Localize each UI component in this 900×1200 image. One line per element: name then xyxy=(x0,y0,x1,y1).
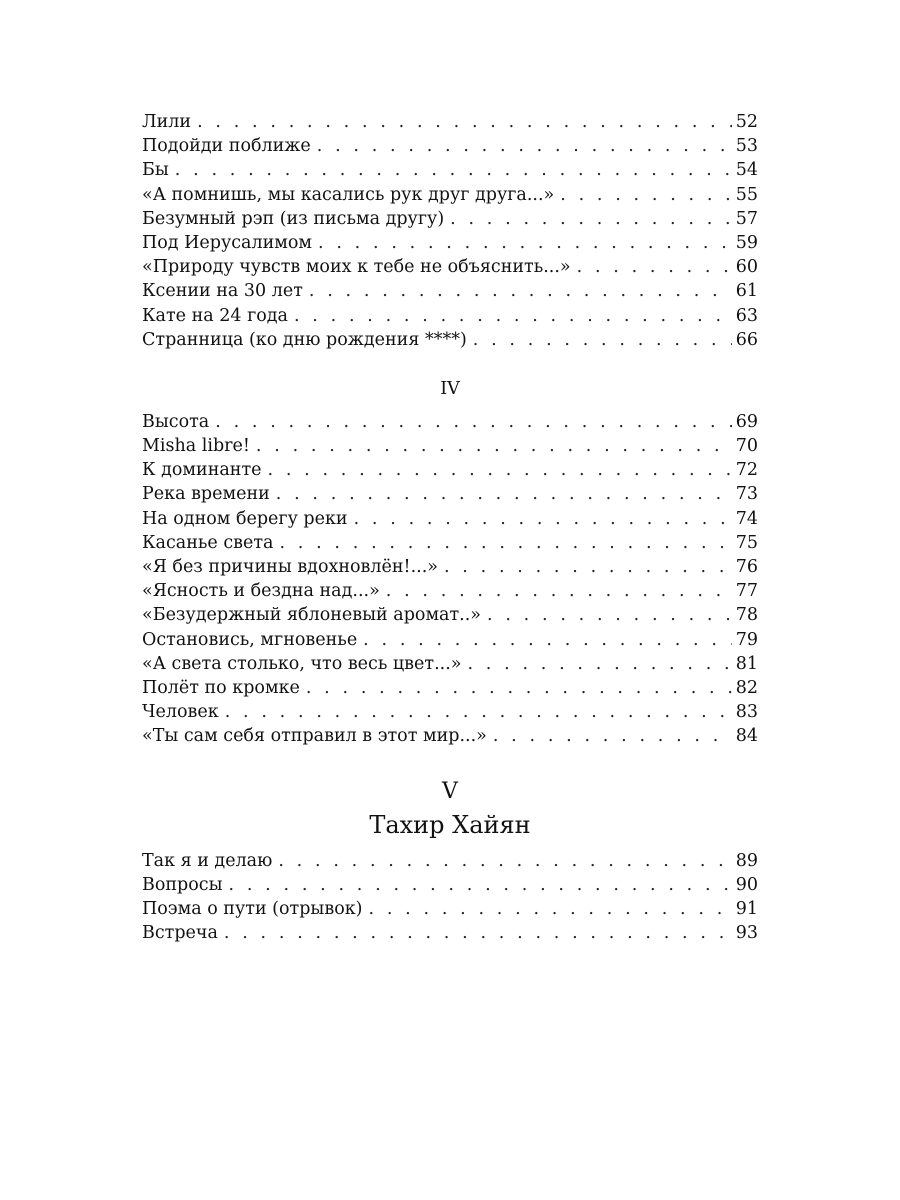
toc-section-v xyxy=(142,849,758,946)
toc-dot-leader xyxy=(473,328,732,352)
toc-entry-title: Под Иерусалимом xyxy=(142,232,313,253)
toc-entry-page: 54 xyxy=(735,160,758,181)
toc-section-iii xyxy=(142,110,758,352)
toc-entry-title: Кате на 24 года xyxy=(142,305,288,326)
toc-entry-title: Человек xyxy=(142,702,219,723)
toc-dot-leader xyxy=(229,873,732,897)
toc-entry-title: Безумный рэп (из письма другу) xyxy=(142,208,445,229)
toc-entry-title: Ксении на 30 лет xyxy=(142,281,303,302)
toc-entry xyxy=(142,279,758,303)
section-numeral-iv: IV xyxy=(440,378,460,399)
toc-entry-title: Вопросы xyxy=(142,874,223,895)
toc-entry-title: «Ты сам себя отправил в этот мир...» xyxy=(142,726,487,747)
toc-dot-leader xyxy=(560,183,731,207)
toc-entry-title: «Безудержный яблоневый аромат..» xyxy=(142,605,482,626)
toc-entry-title: Подойди поближе xyxy=(142,136,311,157)
toc-dot-leader xyxy=(467,652,731,676)
toc-entry xyxy=(142,158,758,182)
toc-entry xyxy=(142,110,758,134)
toc-dot-leader xyxy=(256,434,732,458)
toc-entry-page: 82 xyxy=(735,677,758,698)
toc-dot-leader xyxy=(175,158,732,182)
toc-entry-page: 52 xyxy=(735,112,758,132)
toc-entry xyxy=(142,134,758,158)
toc-entry xyxy=(142,410,758,434)
toc-entry-title: Misha libre! xyxy=(142,436,250,457)
toc-entry xyxy=(142,183,758,207)
toc-entry-page: 57 xyxy=(735,208,758,229)
toc-dot-leader xyxy=(197,110,732,134)
toc-entry-title: Река времени xyxy=(142,484,270,505)
toc-dot-leader xyxy=(369,897,732,921)
toc-dot-leader xyxy=(279,531,731,555)
toc-dot-leader xyxy=(317,134,732,158)
toc-entry-title: Бы xyxy=(142,160,169,181)
toc-dot-leader xyxy=(354,507,732,531)
toc-entry-title: «Ясность и бездна над...» xyxy=(142,581,380,602)
toc-dot-leader xyxy=(318,231,732,255)
toc-entry-page: 84 xyxy=(735,726,758,747)
toc-entry-page: 55 xyxy=(735,184,758,205)
toc-entry xyxy=(142,304,758,328)
toc-dot-leader xyxy=(493,724,732,748)
toc-dot-leader xyxy=(268,458,732,482)
toc-entry-page: 66 xyxy=(735,329,758,350)
toc-entry xyxy=(142,897,758,921)
toc-entry xyxy=(142,724,758,748)
toc-entry xyxy=(142,531,758,555)
toc-entry xyxy=(142,849,758,873)
toc-entry-page: 63 xyxy=(735,305,758,326)
toc-entry-page: 79 xyxy=(735,629,758,650)
toc-entry-title: «Я без причины вдохновлён!...» xyxy=(142,557,438,577)
toc-entry xyxy=(142,873,758,897)
toc-dot-leader xyxy=(444,555,732,579)
toc-dot-leader xyxy=(487,603,732,627)
toc-entry xyxy=(142,700,758,724)
toc-entry-title: Так я и делаю xyxy=(142,850,273,871)
toc-entry-title: К доминанте xyxy=(142,460,262,481)
toc-entry-title: Поэма о пути (отрывок) xyxy=(142,898,363,919)
toc-entry-page: 83 xyxy=(735,702,758,723)
toc-entry-page: 72 xyxy=(735,460,758,481)
toc-entry-title: «Природу чувств моих к тебе не объяснить...» xyxy=(142,257,571,278)
toc-entry-title: Полёт по кромке xyxy=(142,677,300,698)
toc-entry xyxy=(142,434,758,458)
toc-entry xyxy=(142,652,758,676)
toc-entry xyxy=(142,255,758,279)
toc-entry-page: 77 xyxy=(735,581,758,602)
toc-entry-page: 78 xyxy=(735,605,758,626)
toc-entry-page: 90 xyxy=(735,874,758,895)
toc-dot-leader xyxy=(450,207,732,231)
section-author: Тахир Хайян xyxy=(369,810,531,839)
toc-entry-page: 61 xyxy=(735,281,758,302)
toc-dot-leader xyxy=(306,676,732,700)
toc-dot-leader xyxy=(215,410,731,434)
toc-entry xyxy=(142,921,758,945)
toc-entry xyxy=(142,328,758,352)
toc-entry-page: 73 xyxy=(735,484,758,505)
toc-entry-page: 75 xyxy=(735,532,758,553)
toc-entry-title: «А помнишь, мы касались рук друг друга...» xyxy=(142,184,555,205)
toc-dot-leader xyxy=(278,849,731,873)
toc-entry-title: Встреча xyxy=(142,923,218,944)
toc-entry xyxy=(142,555,758,579)
toc-entry-title: Касанье света xyxy=(142,532,274,553)
toc-dot-leader xyxy=(276,482,732,506)
toc-entry-title: Странница (ко дню рождения ****) xyxy=(142,329,467,350)
section-numeral-v: V xyxy=(442,778,458,804)
toc-entry-page: 53 xyxy=(735,136,758,157)
toc-section-iv xyxy=(142,410,758,749)
toc-entry-title: «А света столько, что весь цвет...» xyxy=(142,653,462,674)
toc-entry xyxy=(142,603,758,627)
toc-entry xyxy=(142,458,758,482)
toc-dot-leader xyxy=(386,579,732,603)
toc-dot-leader xyxy=(224,921,732,945)
toc-entry-page: 69 xyxy=(735,411,758,432)
toc-entry-page: 70 xyxy=(735,436,758,457)
toc-dot-leader xyxy=(225,700,732,724)
toc-entry xyxy=(142,579,758,603)
toc-dot-leader xyxy=(294,304,732,328)
toc-entry-page: 60 xyxy=(735,257,758,278)
toc-entry xyxy=(142,231,758,255)
toc-entry xyxy=(142,482,758,506)
toc-entry-page: 91 xyxy=(735,898,758,919)
toc-dot-leader xyxy=(309,279,732,303)
toc-entry-page: 59 xyxy=(735,232,758,253)
toc-entry xyxy=(142,676,758,700)
toc-entry-title: Высота xyxy=(142,411,210,432)
toc-entry-title: На одном берегу реки xyxy=(142,508,348,529)
toc-entry-page: 93 xyxy=(735,923,758,944)
toc-entry-page: 76 xyxy=(735,557,758,577)
toc-entry-page: 81 xyxy=(735,653,758,674)
toc-entry xyxy=(142,507,758,531)
toc-entry-page: 74 xyxy=(735,508,758,529)
toc-entry xyxy=(142,207,758,231)
toc-entry-title: Лили xyxy=(142,112,192,132)
toc-dot-leader xyxy=(363,628,732,652)
toc-dot-leader xyxy=(577,255,732,279)
toc-entry xyxy=(142,628,758,652)
toc-entry-page: 89 xyxy=(735,850,758,871)
table-of-contents xyxy=(142,110,758,945)
toc-entry-title: Остановись, мгновенье xyxy=(142,629,358,650)
